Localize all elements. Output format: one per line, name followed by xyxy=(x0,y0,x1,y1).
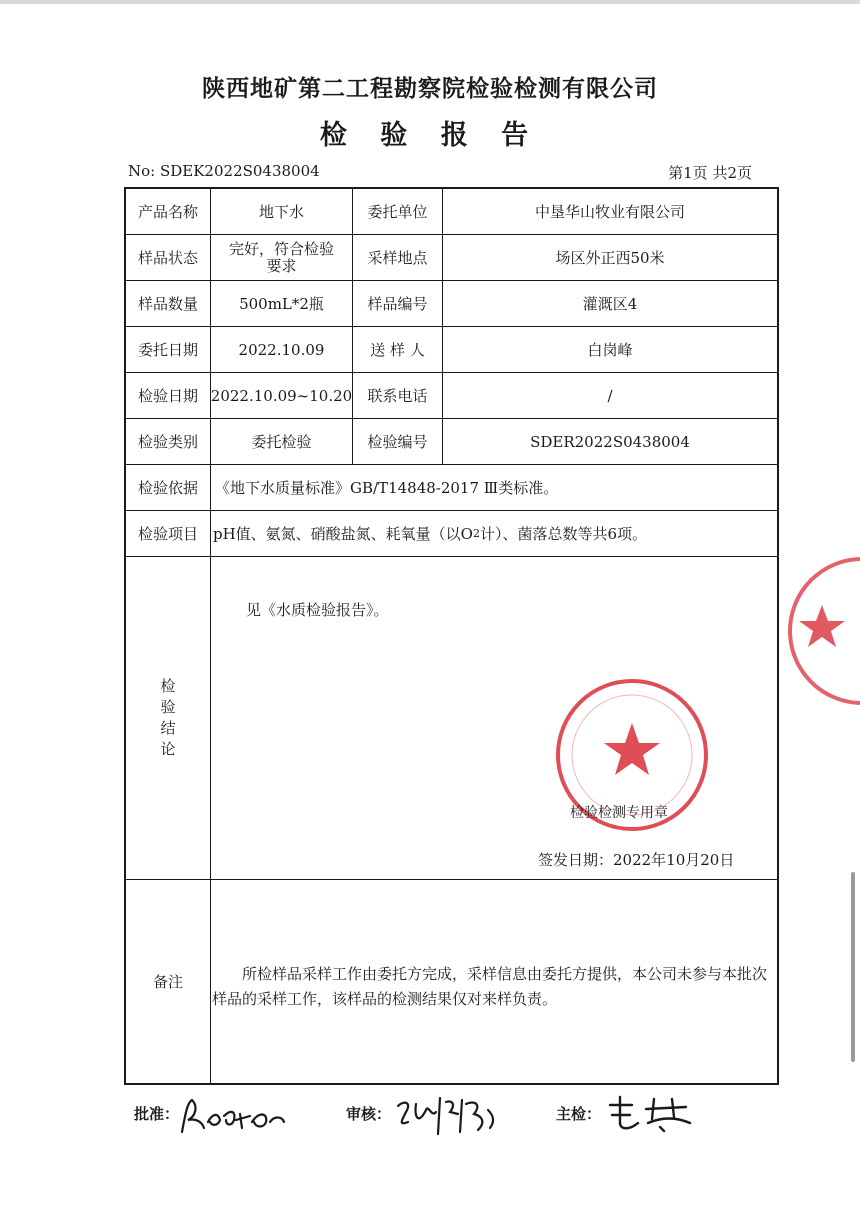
conclusion-label-char: 论 xyxy=(160,740,176,758)
inspect-type-label: 检验类别 xyxy=(137,432,198,451)
sample-state-line: 完好，符合检验 xyxy=(228,239,334,258)
remarks-label: 备注 xyxy=(152,972,183,991)
seal-star xyxy=(604,723,660,775)
company-name: 陕西地矿第二工程勘察院检验检测有限公司 xyxy=(202,75,658,102)
sample-qty-label: 样品数量 xyxy=(137,294,198,313)
signature-stroke xyxy=(182,1100,284,1132)
review-label: 审核： xyxy=(346,1105,392,1123)
sampling-site-label: 采样地点 xyxy=(367,248,428,267)
sender-value: 白岗峰 xyxy=(587,340,633,359)
sender-label: 送 样 人 xyxy=(370,340,425,359)
phone-value: / xyxy=(607,386,613,405)
inspector-label: 主检： xyxy=(556,1105,602,1123)
basis-value: 《地下水质量标准》GB/T14848-2017 Ⅲ类标准。 xyxy=(215,478,559,497)
sample-state-label: 样品状态 xyxy=(137,248,198,267)
edge-seal-star xyxy=(799,605,845,647)
top-border xyxy=(0,0,860,4)
items-text: pH值、氨氮、硝酸盐氮、耗氧量（以O xyxy=(213,524,473,543)
conclusion-text: 见《水质检验报告》。 xyxy=(246,601,389,619)
inspect-no-label: 检验编号 xyxy=(367,432,428,451)
inspect-date-label: 检验日期 xyxy=(137,386,198,405)
seal-caption: 检验检测专用章 xyxy=(570,805,668,821)
items-subscript: 2 xyxy=(472,526,480,540)
client-label: 委托单位 xyxy=(367,202,428,221)
conclusion-label-char: 结 xyxy=(160,719,176,737)
row-divider xyxy=(126,556,777,557)
sample-no-value: 灌溉区4 xyxy=(582,294,638,313)
signature-stroke xyxy=(610,1097,690,1131)
issue-date: 签发日期：2022年10月20日 xyxy=(538,851,735,869)
items-text: 计）、菌落总数等共6项。 xyxy=(479,524,648,543)
report-title: 检 验 报 告 xyxy=(319,120,541,151)
report-table xyxy=(124,187,779,1085)
product-name-label: 产品名称 xyxy=(137,202,198,221)
reviewer-signature xyxy=(392,1090,502,1140)
inspect-date-value: 2022.10.09~10.20 xyxy=(210,386,353,405)
sample-no-label: 样品编号 xyxy=(367,294,428,313)
inspect-no-value: SDER2022S0438004 xyxy=(530,432,690,451)
product-name-value: 地下水 xyxy=(258,202,304,221)
client-value: 中垦华山牧业有限公司 xyxy=(534,202,685,221)
inspect-type-value: 委托检验 xyxy=(251,432,312,451)
approve-label: 批准： xyxy=(134,1105,180,1123)
entrust-date-value: 2022.10.09 xyxy=(238,340,325,359)
entrust-date-label: 委托日期 xyxy=(137,340,198,359)
sample-qty-value: 500mL*2瓶 xyxy=(239,294,324,313)
page-info: 第1页 共2页 xyxy=(668,164,752,182)
phone-label: 联系电话 xyxy=(367,386,428,405)
conclusion-label-char: 检 xyxy=(160,677,176,695)
items-label: 检验项目 xyxy=(137,524,198,543)
basis-label: 检验依据 xyxy=(137,478,198,497)
approver-signature xyxy=(178,1092,288,1140)
signature-stroke xyxy=(398,1098,493,1134)
scrollbar[interactable] xyxy=(851,872,855,1062)
remarks-text: 所检样品采样工作由委托方完成，采样信息由委托方提供，本公司未参与本批次样品的采样工作，该样品的检测结果仅对来样负责。 xyxy=(212,965,768,1008)
conclusion-label-char: 验 xyxy=(160,698,176,716)
conclusion-label xyxy=(126,557,210,879)
page-edge-seal xyxy=(784,545,860,745)
sample-state-value xyxy=(211,235,352,280)
sample-state-line: 要求 xyxy=(266,256,297,275)
sampling-site-value: 场区外正西50米 xyxy=(555,248,665,267)
inspector-signature xyxy=(602,1093,696,1135)
items-value xyxy=(211,511,777,556)
report-number: No: SDEK2022S0438004 xyxy=(128,162,320,180)
row-divider xyxy=(126,879,777,880)
